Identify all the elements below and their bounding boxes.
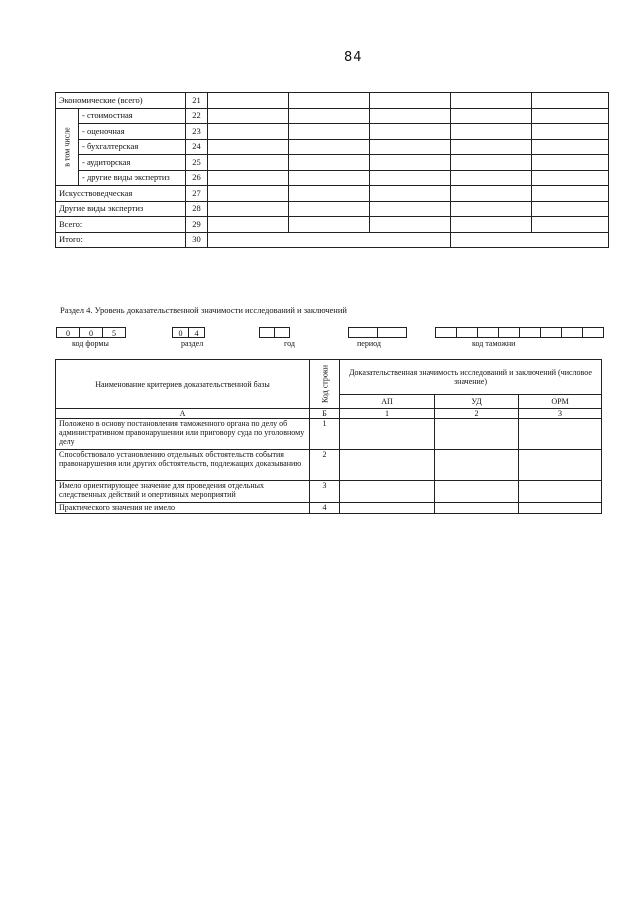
table-row [56, 186, 609, 202]
column-header: УД [435, 394, 519, 408]
row-code: 23 [186, 124, 208, 140]
section-code-boxes [172, 327, 205, 338]
row-code: 29 [186, 217, 208, 233]
column-letter: Б [310, 409, 340, 419]
expertise-table [55, 92, 609, 248]
row-label: - бухгалтерская [79, 139, 186, 155]
customs-code-boxes [435, 327, 604, 338]
row-code: 1 [310, 419, 340, 450]
evidence-table [55, 359, 602, 514]
row-label: Экономические (всего) [56, 93, 186, 109]
row-label: Имело ориентирующее значение для проведения отдельных следственных действий и опертивных мероприятий [56, 481, 310, 503]
column-letter: 3 [519, 409, 602, 419]
period-boxes [348, 327, 407, 338]
section-digit: 0 [172, 327, 189, 338]
form-code-digit: 0 [56, 327, 80, 338]
header-value: Доказательственная значимость исследований и заключений (числовое значение) [340, 360, 602, 395]
row-code: 21 [186, 93, 208, 109]
row-code: 25 [186, 155, 208, 171]
column-letter: А [56, 409, 310, 419]
row-label: Практического значения не имело [56, 503, 310, 514]
row-code: 26 [186, 170, 208, 186]
section-title: Раздел 4. Уровень доказательственной значимости исследований и заключений [60, 305, 347, 315]
form-code-boxes [56, 327, 126, 338]
year-boxes [259, 327, 290, 338]
column-letter: 2 [435, 409, 519, 419]
row-code: 30 [186, 232, 208, 248]
header-code: Код строки [320, 364, 329, 404]
table-row [56, 124, 609, 140]
vertical-label-cell [56, 108, 79, 186]
header-name: Наименование критериев доказательственной базы [56, 360, 310, 409]
row-label: Искусствоведческая [56, 186, 186, 202]
row-code: 3 [310, 481, 340, 503]
row-label: - оценочная [79, 124, 186, 140]
row-code: 24 [186, 139, 208, 155]
table-row [56, 503, 602, 514]
column-letter: 1 [340, 409, 435, 419]
table-row [56, 232, 609, 248]
row-label: Итого: [56, 232, 186, 248]
table-row [56, 217, 609, 233]
row-label: - аудиторская [79, 155, 186, 171]
row-label: Способствовало установлению отдельных обстоятельств события правонарушения или других обстоятельств, подлежащих доказыванию [56, 450, 310, 481]
table-row [56, 155, 609, 171]
header-row [56, 360, 602, 395]
vertical-label: в том числе [62, 127, 72, 167]
letters-row [56, 409, 602, 419]
table-row [56, 481, 602, 503]
row-code: 27 [186, 186, 208, 202]
row-label: Положено в основу постановления таможенного органа по делу об административном правонарушении или приговору суда по уголовному делу [56, 419, 310, 450]
form-code-digit: 5 [102, 327, 126, 338]
table-row [56, 419, 602, 450]
table-row [56, 93, 609, 109]
row-label: Всего: [56, 217, 186, 233]
period-label: период [357, 339, 381, 348]
year-label: год [284, 339, 295, 348]
row-label: Другие виды экспертиз [56, 201, 186, 217]
customs-code-label: код таможни [472, 339, 516, 348]
table-row [56, 170, 609, 186]
row-label: - другие виды экспертиз [79, 170, 186, 186]
row-code: 28 [186, 201, 208, 217]
table-row [56, 201, 609, 217]
row-label: - стоимостная [79, 108, 186, 124]
row-code: 22 [186, 108, 208, 124]
form-code-digit: 0 [79, 327, 103, 338]
section-label: раздел [181, 339, 204, 348]
header-code-cell [310, 360, 340, 409]
section-digit: 4 [188, 327, 205, 338]
page-number: 84 [344, 50, 363, 65]
row-code: 2 [310, 450, 340, 481]
table-row [56, 450, 602, 481]
table-row [56, 108, 609, 124]
column-header: АП [340, 394, 435, 408]
row-code: 4 [310, 503, 340, 514]
table-row [56, 139, 609, 155]
form-code-label: код формы [72, 339, 109, 348]
column-header: ОРМ [519, 394, 602, 408]
